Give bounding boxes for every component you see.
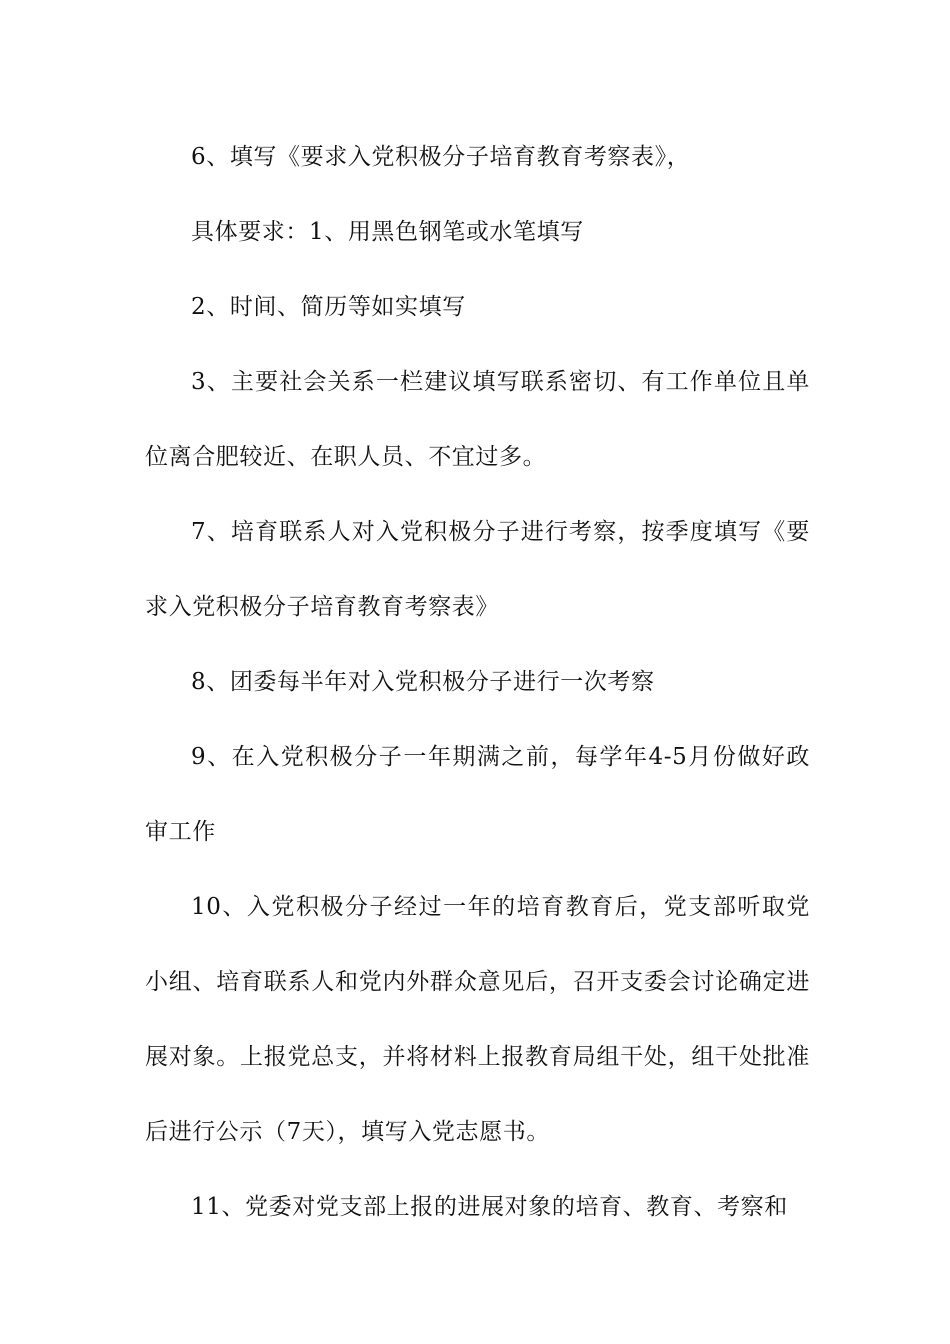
document-body (145, 120, 810, 1245)
paragraph-item-8: 8、团委每半年对入党积极分子进行一次考察 (191, 669, 655, 695)
paragraph-requirement-3: 3、主要社会关系一栏建议填写联系密切、有工作单位且单位离合肥较近、在职人员、不宜过多。 (145, 369, 810, 470)
paragraph-item-9: 9、在入党积极分子一年期满之前，每学年4-5月份做好政审工作 (145, 744, 810, 845)
paragraph-item-7: 7、培育联系人对入党积极分子进行考察，按季度填写《要求入党积极分子培育教育考察表》 (145, 519, 810, 620)
paragraph-requirements: 具体要求：1、用黑色钢笔或水笔填写 (191, 219, 584, 245)
paragraph-item-6: 6、填写《要求入党积极分子培育教育考察表》， (191, 144, 691, 170)
paragraph-requirement-2: 2、时间、简历等如实填写 (191, 294, 466, 320)
paragraph-item-11: 11、党委对党支部上报的进展对象的培育、教育、考察和 (191, 1194, 788, 1220)
paragraph-item-10: 10、入党积极分子经过一年的培育教育后，党支部听取党小组、培育联系人和党内外群众意见后，召开支委会讨论确定进展对象。上报党总支，并将材料上报教育局组干处，组干处批准后进行公示（7天），填写入党志愿书。 (145, 894, 810, 1145)
